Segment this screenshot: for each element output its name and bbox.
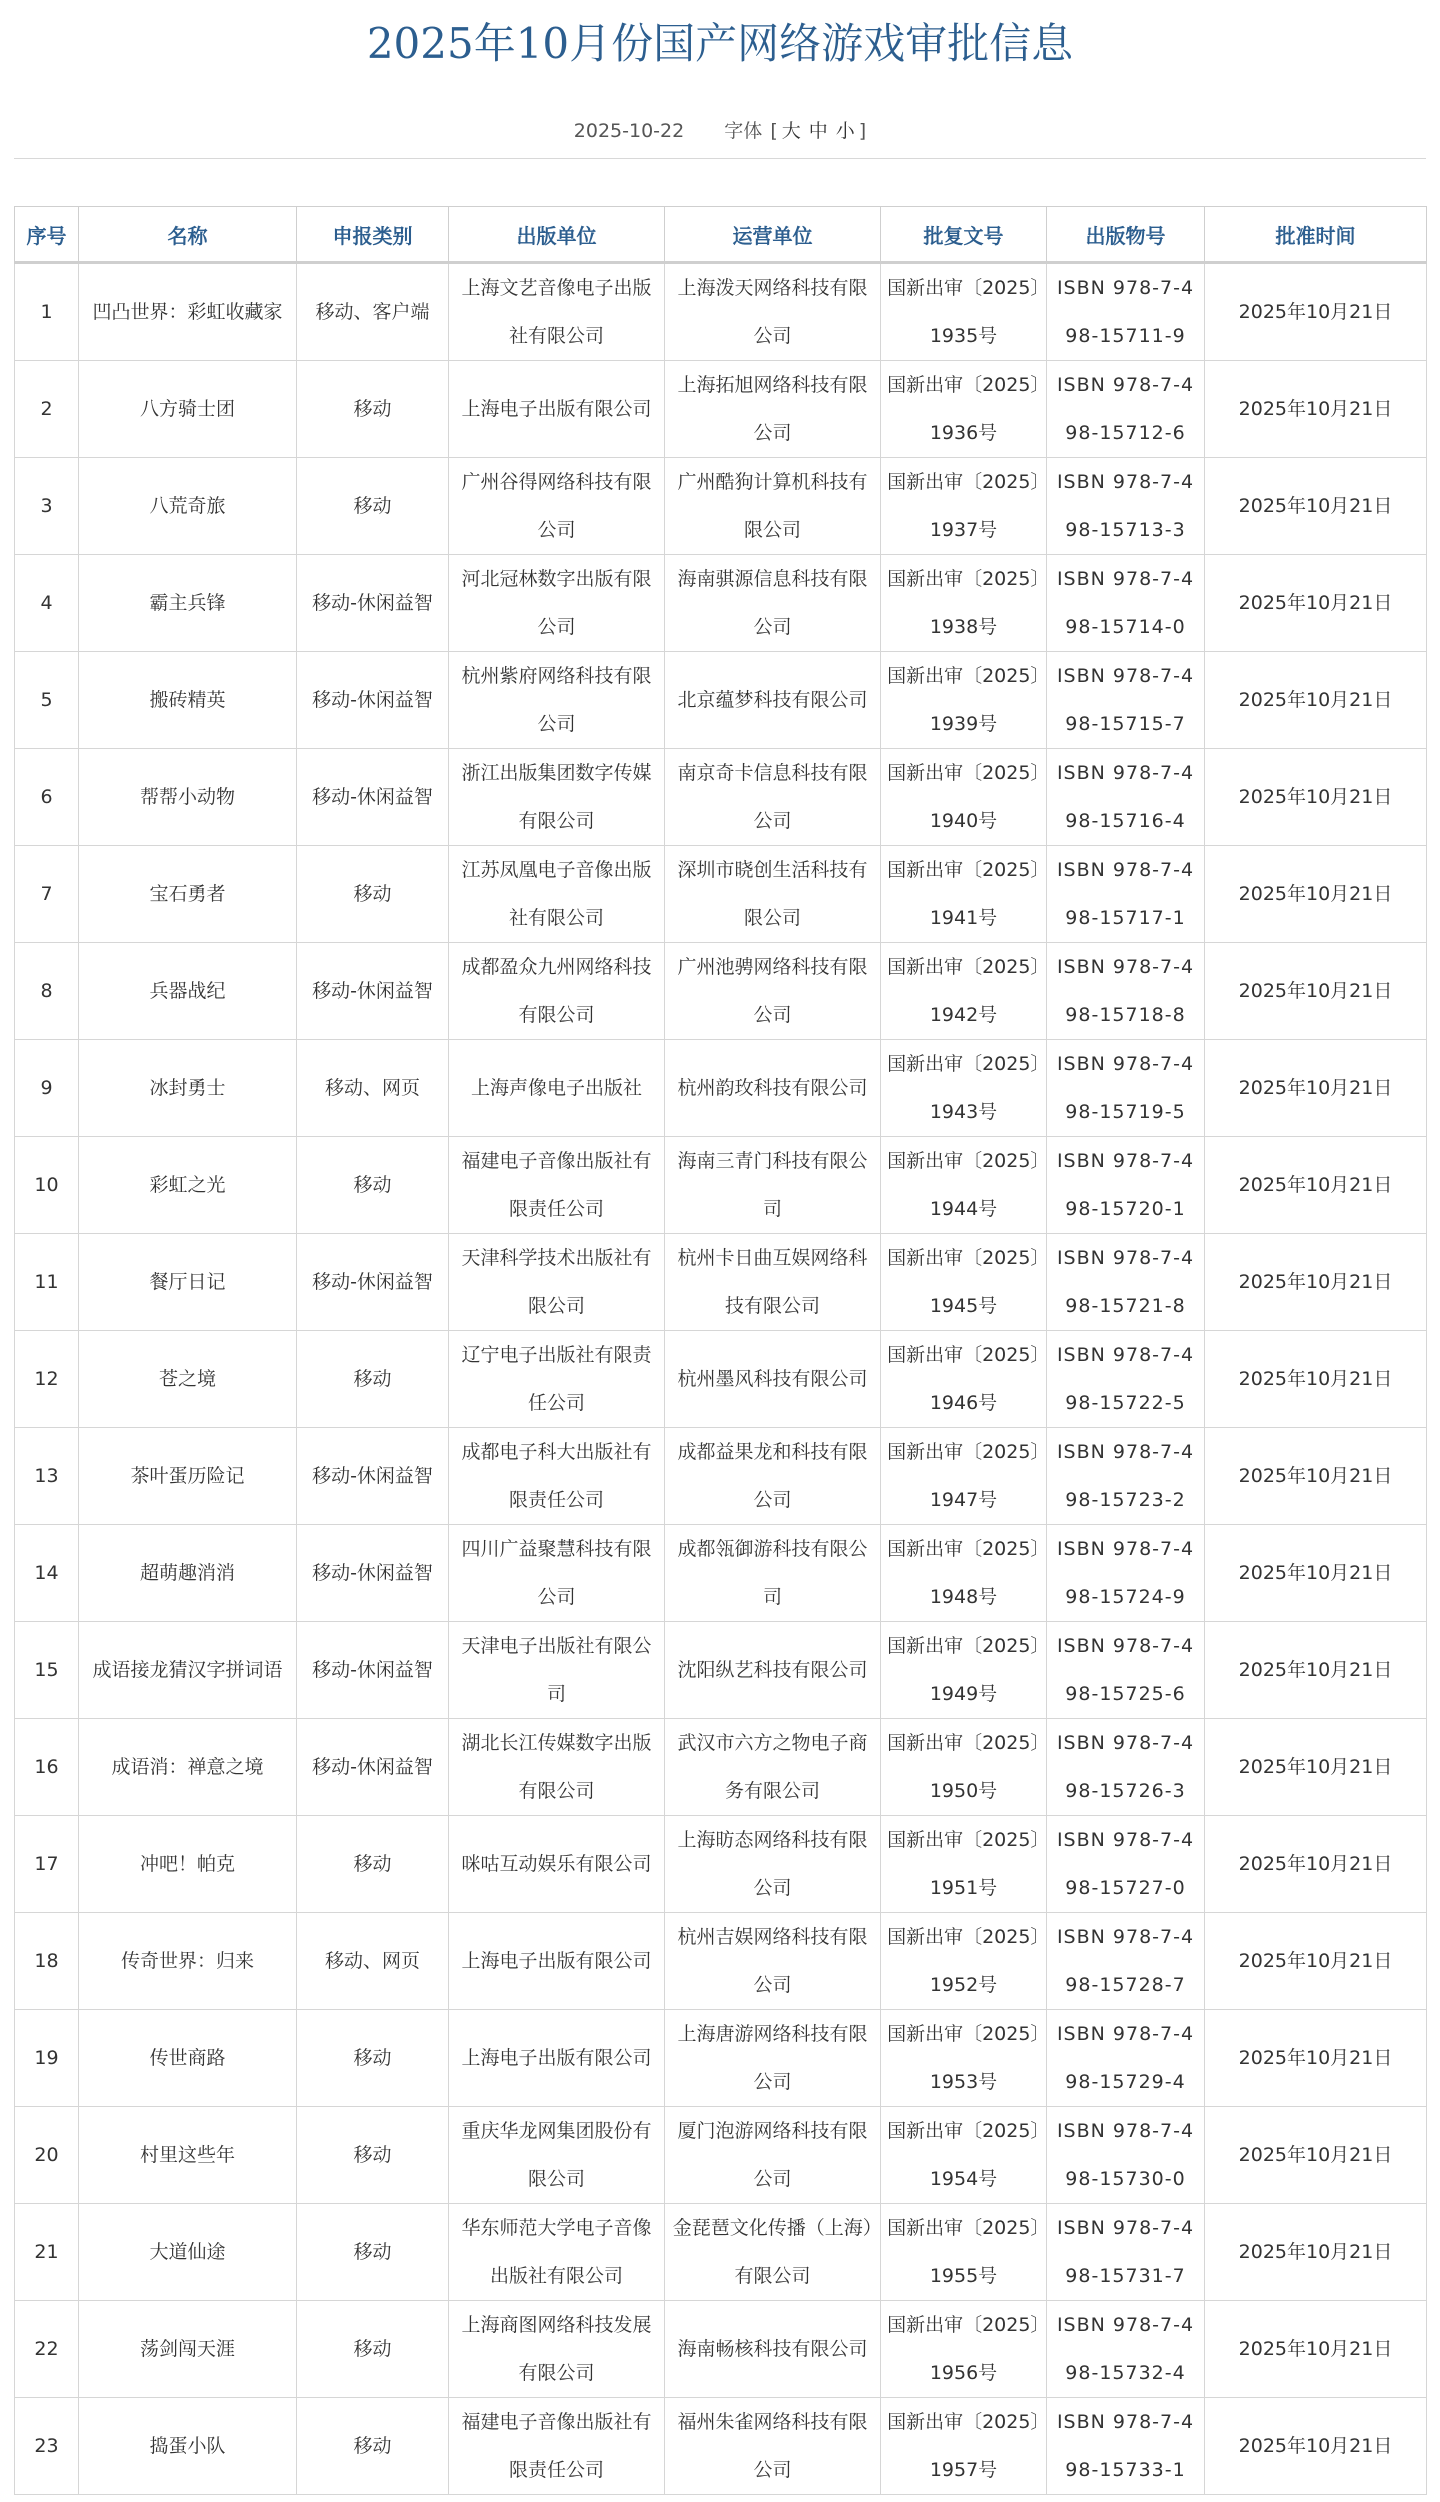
- operator-cell: 杭州墨风科技有限公司: [665, 1331, 881, 1428]
- operator-cell: 广州池骋网络科技有限公司: [665, 943, 881, 1040]
- operator-cell: 海南骐源信息科技有限公司: [665, 555, 881, 652]
- font-size-bracket-close: ]: [858, 120, 867, 142]
- category-cell: 移动-休闲益智: [297, 943, 449, 1040]
- publisher-cell: 四川广益聚慧科技有限公司: [449, 1525, 665, 1622]
- category-cell: 移动: [297, 1331, 449, 1428]
- isbn-cell: ISBN 978-7-498-15720-1: [1047, 1137, 1205, 1234]
- font-size-medium-button[interactable]: 中: [808, 120, 828, 142]
- publisher-cell: 杭州紫府网络科技有限公司: [449, 652, 665, 749]
- publisher-cell: 浙江出版集团数字传媒有限公司: [449, 749, 665, 846]
- approval-number-cell: 国新出审〔2025〕1944号: [881, 1137, 1047, 1234]
- approval-date-cell: 2025年10月21日: [1205, 1234, 1427, 1331]
- approval-date-cell: 2025年10月21日: [1205, 943, 1427, 1040]
- seq-cell: 17: [15, 1816, 79, 1913]
- category-cell: 移动-休闲益智: [297, 1234, 449, 1331]
- isbn-cell: ISBN 978-7-498-15729-4: [1047, 2010, 1205, 2107]
- publisher-cell: 上海商图网络科技发展有限公司: [449, 2301, 665, 2398]
- table-row: [15, 1622, 1427, 1719]
- publisher-cell: 福建电子音像出版社有限责任公司: [449, 1137, 665, 1234]
- category-cell: 移动-休闲益智: [297, 749, 449, 846]
- publisher-cell: 辽宁电子出版社有限责任公司: [449, 1331, 665, 1428]
- operator-cell: 金琵琶文化传播（上海）有限公司: [665, 2204, 881, 2301]
- approval-number-cell: 国新出审〔2025〕1952号: [881, 1913, 1047, 2010]
- table-row: [15, 2107, 1427, 2204]
- isbn-cell: ISBN 978-7-498-15731-7: [1047, 2204, 1205, 2301]
- table-row: [15, 1137, 1427, 1234]
- table-row: [15, 652, 1427, 749]
- isbn-cell: ISBN 978-7-498-15728-7: [1047, 1913, 1205, 2010]
- publisher-cell: 上海电子出版有限公司: [449, 361, 665, 458]
- operator-cell: 上海昉态网络科技有限公司: [665, 1816, 881, 1913]
- approval-date-cell: 2025年10月21日: [1205, 1137, 1427, 1234]
- approval-number-cell: 国新出审〔2025〕1939号: [881, 652, 1047, 749]
- operator-cell: 广州酷狗计算机科技有限公司: [665, 458, 881, 555]
- table-row: [15, 2301, 1427, 2398]
- publisher-cell: 广州谷得网络科技有限公司: [449, 458, 665, 555]
- approval-number-cell: 国新出审〔2025〕1956号: [881, 2301, 1047, 2398]
- approval-date-cell: 2025年10月21日: [1205, 361, 1427, 458]
- header-seq: 序号: [15, 207, 79, 263]
- table-row: [15, 1525, 1427, 1622]
- approval-number-cell: 国新出审〔2025〕1940号: [881, 749, 1047, 846]
- seq-cell: 19: [15, 2010, 79, 2107]
- seq-cell: 18: [15, 1913, 79, 2010]
- seq-cell: 6: [15, 749, 79, 846]
- header-category: 申报类别: [297, 207, 449, 263]
- seq-cell: 22: [15, 2301, 79, 2398]
- isbn-cell: ISBN 978-7-498-15715-7: [1047, 652, 1205, 749]
- seq-cell: 16: [15, 1719, 79, 1816]
- isbn-cell: ISBN 978-7-498-15723-2: [1047, 1428, 1205, 1525]
- publisher-cell: 上海电子出版有限公司: [449, 2010, 665, 2107]
- approval-number-cell: 国新出审〔2025〕1954号: [881, 2107, 1047, 2204]
- category-cell: 移动: [297, 1816, 449, 1913]
- category-cell: 移动-休闲益智: [297, 652, 449, 749]
- seq-cell: 20: [15, 2107, 79, 2204]
- publisher-cell: 上海声像电子出版社: [449, 1040, 665, 1137]
- font-size-large-button[interactable]: 大: [781, 120, 801, 142]
- isbn-cell: ISBN 978-7-498-15730-0: [1047, 2107, 1205, 2204]
- approval-date-cell: 2025年10月21日: [1205, 1622, 1427, 1719]
- publisher-cell: 河北冠林数字出版有限公司: [449, 555, 665, 652]
- approval-number-cell: 国新出审〔2025〕1943号: [881, 1040, 1047, 1137]
- operator-cell: 武汉市六方之物电子商务有限公司: [665, 1719, 881, 1816]
- table-row: [15, 943, 1427, 1040]
- table-row: [15, 263, 1427, 361]
- table-row: [15, 1816, 1427, 1913]
- approval-number-cell: 国新出审〔2025〕1945号: [881, 1234, 1047, 1331]
- game-name-cell: 苍之境: [79, 1331, 297, 1428]
- isbn-cell: ISBN 978-7-498-15712-6: [1047, 361, 1205, 458]
- approval-date-cell: 2025年10月21日: [1205, 2301, 1427, 2398]
- publisher-cell: 上海文艺音像电子出版社有限公司: [449, 263, 665, 361]
- category-cell: 移动: [297, 361, 449, 458]
- approval-date-cell: 2025年10月21日: [1205, 1719, 1427, 1816]
- game-name-cell: 传奇世界：归来: [79, 1913, 297, 2010]
- approval-date-cell: 2025年10月21日: [1205, 2204, 1427, 2301]
- approval-number-cell: 国新出审〔2025〕1953号: [881, 2010, 1047, 2107]
- game-name-cell: 茶叶蛋历险记: [79, 1428, 297, 1525]
- game-name-cell: 村里这些年: [79, 2107, 297, 2204]
- seq-cell: 15: [15, 1622, 79, 1719]
- header-divider: [14, 158, 1426, 159]
- category-cell: 移动、客户端: [297, 263, 449, 361]
- publisher-cell: 天津科学技术出版社有限公司: [449, 1234, 665, 1331]
- category-cell: 移动-休闲益智: [297, 1622, 449, 1719]
- approval-number-cell: 国新出审〔2025〕1957号: [881, 2398, 1047, 2495]
- table-row: [15, 361, 1427, 458]
- isbn-cell: ISBN 978-7-498-15721-8: [1047, 1234, 1205, 1331]
- publisher-cell: 湖北长江传媒数字出版有限公司: [449, 1719, 665, 1816]
- approval-date-cell: 2025年10月21日: [1205, 846, 1427, 943]
- publisher-cell: 华东师范大学电子音像出版社有限公司: [449, 2204, 665, 2301]
- operator-cell: 成都瓴御游科技有限公司: [665, 1525, 881, 1622]
- table-row: [15, 1913, 1427, 2010]
- operator-cell: 杭州吉娱网络科技有限公司: [665, 1913, 881, 2010]
- table-row: [15, 2398, 1427, 2495]
- approval-date-cell: 2025年10月21日: [1205, 1331, 1427, 1428]
- seq-cell: 7: [15, 846, 79, 943]
- approval-number-cell: 国新出审〔2025〕1935号: [881, 263, 1047, 361]
- table-body: [15, 263, 1427, 2495]
- table-row: [15, 458, 1427, 555]
- approval-date-cell: 2025年10月21日: [1205, 749, 1427, 846]
- category-cell: 移动: [297, 2010, 449, 2107]
- game-name-cell: 大道仙途: [79, 2204, 297, 2301]
- font-size-label: 字体: [724, 120, 763, 142]
- seq-cell: 9: [15, 1040, 79, 1137]
- publisher-cell: 重庆华龙网集团股份有限公司: [449, 2107, 665, 2204]
- isbn-cell: ISBN 978-7-498-15716-4: [1047, 749, 1205, 846]
- isbn-cell: ISBN 978-7-498-15725-6: [1047, 1622, 1205, 1719]
- font-size-bracket-open: [: [770, 120, 778, 142]
- game-name-cell: 搬砖精英: [79, 652, 297, 749]
- category-cell: 移动: [297, 2204, 449, 2301]
- font-size-small-button[interactable]: 小: [835, 120, 855, 142]
- approval-date-cell: 2025年10月21日: [1205, 555, 1427, 652]
- isbn-cell: ISBN 978-7-498-15724-9: [1047, 1525, 1205, 1622]
- game-name-cell: 冰封勇士: [79, 1040, 297, 1137]
- isbn-cell: ISBN 978-7-498-15733-1: [1047, 2398, 1205, 2495]
- isbn-cell: ISBN 978-7-498-15711-9: [1047, 263, 1205, 361]
- approval-number-cell: 国新出审〔2025〕1947号: [881, 1428, 1047, 1525]
- category-cell: 移动: [297, 1137, 449, 1234]
- operator-cell: 福州朱雀网络科技有限公司: [665, 2398, 881, 2495]
- approval-date-cell: 2025年10月21日: [1205, 458, 1427, 555]
- table-row: [15, 1234, 1427, 1331]
- game-name-cell: 兵器战纪: [79, 943, 297, 1040]
- operator-cell: 上海泼天网络科技有限公司: [665, 263, 881, 361]
- game-name-cell: 八荒奇旅: [79, 458, 297, 555]
- approval-date-cell: 2025年10月21日: [1205, 1525, 1427, 1622]
- isbn-cell: ISBN 978-7-498-15718-8: [1047, 943, 1205, 1040]
- category-cell: 移动-休闲益智: [297, 1719, 449, 1816]
- operator-cell: 沈阳纵艺科技有限公司: [665, 1622, 881, 1719]
- category-cell: 移动: [297, 2301, 449, 2398]
- operator-cell: 海南畅核科技有限公司: [665, 2301, 881, 2398]
- approval-number-cell: 国新出审〔2025〕1941号: [881, 846, 1047, 943]
- table-row: [15, 2204, 1427, 2301]
- seq-cell: 2: [15, 361, 79, 458]
- category-cell: 移动-休闲益智: [297, 555, 449, 652]
- isbn-cell: ISBN 978-7-498-15717-1: [1047, 846, 1205, 943]
- game-name-cell: 帮帮小动物: [79, 749, 297, 846]
- approval-number-cell: 国新出审〔2025〕1955号: [881, 2204, 1047, 2301]
- seq-cell: 10: [15, 1137, 79, 1234]
- approval-number-cell: 国新出审〔2025〕1946号: [881, 1331, 1047, 1428]
- seq-cell: 3: [15, 458, 79, 555]
- approval-date-cell: 2025年10月21日: [1205, 1040, 1427, 1137]
- seq-cell: 4: [15, 555, 79, 652]
- category-cell: 移动: [297, 458, 449, 555]
- game-name-cell: 餐厅日记: [79, 1234, 297, 1331]
- table-row: [15, 2010, 1427, 2107]
- category-cell: 移动、网页: [297, 1040, 449, 1137]
- publisher-cell: 咪咕互动娱乐有限公司: [449, 1816, 665, 1913]
- page-title: 2025年10月份国产网络游戏审批信息: [366, 19, 1074, 68]
- approval-date-cell: 2025年10月21日: [1205, 1913, 1427, 2010]
- category-cell: 移动、网页: [297, 1913, 449, 2010]
- isbn-cell: ISBN 978-7-498-15726-3: [1047, 1719, 1205, 1816]
- category-cell: 移动: [297, 2107, 449, 2204]
- approval-number-cell: 国新出审〔2025〕1942号: [881, 943, 1047, 1040]
- approval-date-cell: 2025年10月21日: [1205, 1428, 1427, 1525]
- approval-date-cell: 2025年10月21日: [1205, 652, 1427, 749]
- isbn-cell: ISBN 978-7-498-15732-4: [1047, 2301, 1205, 2398]
- table-header-row: [15, 207, 1427, 263]
- publish-date: 2025-10-22: [573, 120, 685, 142]
- seq-cell: 12: [15, 1331, 79, 1428]
- approval-number-cell: 国新出审〔2025〕1949号: [881, 1622, 1047, 1719]
- game-name-cell: 霸主兵锋: [79, 555, 297, 652]
- table-row: [15, 846, 1427, 943]
- game-name-cell: 成语消：禅意之境: [79, 1719, 297, 1816]
- table-row: [15, 1428, 1427, 1525]
- approval-date-cell: 2025年10月21日: [1205, 2398, 1427, 2495]
- isbn-cell: ISBN 978-7-498-15727-0: [1047, 1816, 1205, 1913]
- seq-cell: 5: [15, 652, 79, 749]
- seq-cell: 13: [15, 1428, 79, 1525]
- game-name-cell: 冲吧！帕克: [79, 1816, 297, 1913]
- table-row: [15, 1331, 1427, 1428]
- game-name-cell: 超萌趣消消: [79, 1525, 297, 1622]
- publisher-cell: 上海电子出版有限公司: [449, 1913, 665, 2010]
- approval-number-cell: 国新出审〔2025〕1950号: [881, 1719, 1047, 1816]
- category-cell: 移动-休闲益智: [297, 1428, 449, 1525]
- operator-cell: 上海唐游网络科技有限公司: [665, 2010, 881, 2107]
- header-publisher: 出版单位: [449, 207, 665, 263]
- approval-date-cell: 2025年10月21日: [1205, 263, 1427, 361]
- game-name-cell: 荡剑闯天涯: [79, 2301, 297, 2398]
- game-name-cell: 彩虹之光: [79, 1137, 297, 1234]
- category-cell: 移动: [297, 2398, 449, 2495]
- game-name-cell: 宝石勇者: [79, 846, 297, 943]
- operator-cell: 海南三青门科技有限公司: [665, 1137, 881, 1234]
- game-name-cell: 传世商路: [79, 2010, 297, 2107]
- game-name-cell: 凹凸世界：彩虹收藏家: [79, 263, 297, 361]
- publisher-cell: 福建电子音像出版社有限责任公司: [449, 2398, 665, 2495]
- approval-date-cell: 2025年10月21日: [1205, 2010, 1427, 2107]
- isbn-cell: ISBN 978-7-498-15714-0: [1047, 555, 1205, 652]
- approval-number-cell: 国新出审〔2025〕1951号: [881, 1816, 1047, 1913]
- isbn-cell: ISBN 978-7-498-15719-5: [1047, 1040, 1205, 1137]
- header-approval-number: 批复文号: [881, 207, 1047, 263]
- seq-cell: 14: [15, 1525, 79, 1622]
- operator-cell: 南京奇卡信息科技有限公司: [665, 749, 881, 846]
- seq-cell: 8: [15, 943, 79, 1040]
- article-meta: [0, 116, 1440, 143]
- header-operator: 运营单位: [665, 207, 881, 263]
- seq-cell: 11: [15, 1234, 79, 1331]
- table-row: [15, 749, 1427, 846]
- header-isbn: 出版物号: [1047, 207, 1205, 263]
- publisher-cell: 江苏凤凰电子音像出版社有限公司: [449, 846, 665, 943]
- game-name-cell: 捣蛋小队: [79, 2398, 297, 2495]
- seq-cell: 23: [15, 2398, 79, 2495]
- operator-cell: 上海拓旭网络科技有限公司: [665, 361, 881, 458]
- seq-cell: 1: [15, 263, 79, 361]
- table-row: [15, 1040, 1427, 1137]
- publisher-cell: 天津电子出版社有限公司: [449, 1622, 665, 1719]
- header-approval-date: 批准时间: [1205, 207, 1427, 263]
- operator-cell: 厦门泡游网络科技有限公司: [665, 2107, 881, 2204]
- category-cell: 移动: [297, 846, 449, 943]
- operator-cell: 深圳市晓创生活科技有限公司: [665, 846, 881, 943]
- header-name: 名称: [79, 207, 297, 263]
- operator-cell: 杭州韵玫科技有限公司: [665, 1040, 881, 1137]
- operator-cell: 成都益果龙和科技有限公司: [665, 1428, 881, 1525]
- category-cell: 移动-休闲益智: [297, 1525, 449, 1622]
- table-row: [15, 1719, 1427, 1816]
- table-row: [15, 555, 1427, 652]
- operator-cell: 杭州卡日曲互娱网络科技有限公司: [665, 1234, 881, 1331]
- isbn-cell: ISBN 978-7-498-15713-3: [1047, 458, 1205, 555]
- game-name-cell: 八方骑士团: [79, 361, 297, 458]
- approval-date-cell: 2025年10月21日: [1205, 1816, 1427, 1913]
- approval-number-cell: 国新出审〔2025〕1937号: [881, 458, 1047, 555]
- approval-number-cell: 国新出审〔2025〕1936号: [881, 361, 1047, 458]
- isbn-cell: ISBN 978-7-498-15722-5: [1047, 1331, 1205, 1428]
- approval-number-cell: 国新出审〔2025〕1938号: [881, 555, 1047, 652]
- publisher-cell: 成都电子科大出版社有限责任公司: [449, 1428, 665, 1525]
- game-name-cell: 成语接龙猜汉字拼词语: [79, 1622, 297, 1719]
- publisher-cell: 成都盈众九州网络科技有限公司: [449, 943, 665, 1040]
- operator-cell: 北京蕴梦科技有限公司: [665, 652, 881, 749]
- approval-table: [14, 206, 1427, 2495]
- seq-cell: 21: [15, 2204, 79, 2301]
- approval-number-cell: 国新出审〔2025〕1948号: [881, 1525, 1047, 1622]
- approval-date-cell: 2025年10月21日: [1205, 2107, 1427, 2204]
